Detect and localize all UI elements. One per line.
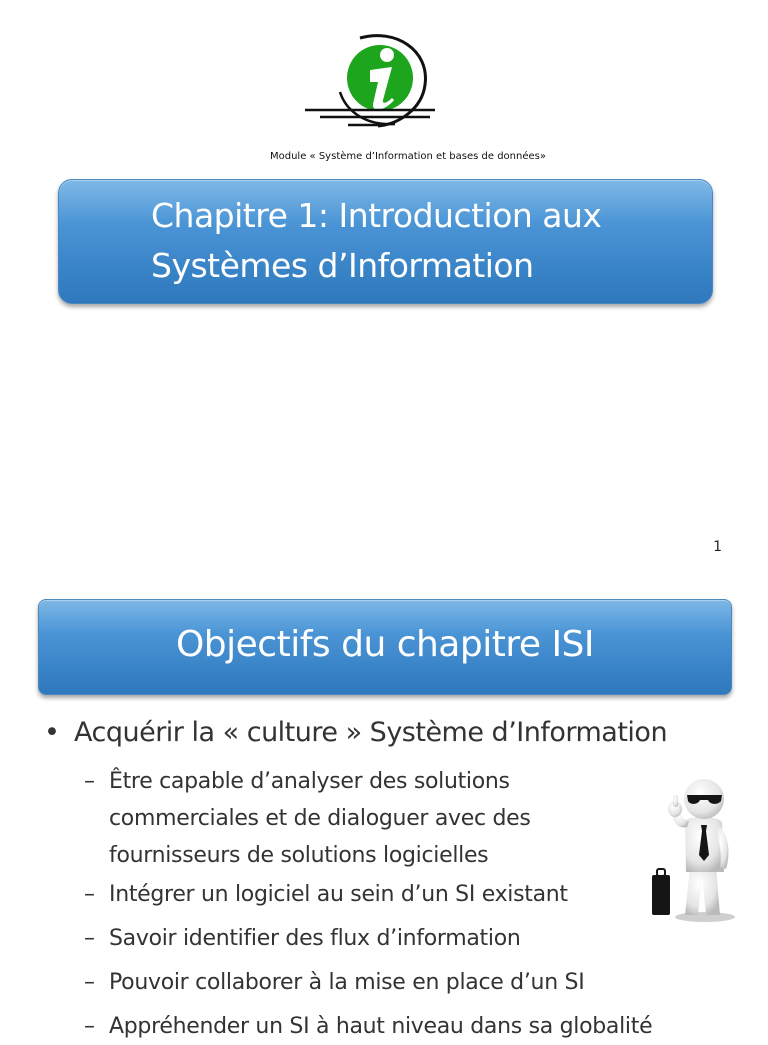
info-logo-icon (300, 30, 440, 134)
slide-2 (0, 575, 768, 1039)
chapter-title-line-2: Systèmes d’Information (151, 246, 534, 285)
sub-item-line: Appréhender un SI à haut niveau dans sa globalité (109, 1014, 653, 1039)
sub-item-line: fournisseurs de solutions logicielles (109, 843, 489, 868)
main-bullet (44, 717, 667, 748)
sub-item-line: Intégrer un logiciel au sein d’un SI existant (109, 882, 568, 907)
main-bullet-text: Acquérir la « culture » Système d’Information (74, 717, 668, 748)
dash-bullet: – (84, 769, 95, 794)
chapter-title-line-1: Chapitre 1: Introduction aux (151, 196, 602, 235)
sub-item (84, 1008, 652, 1045)
dash-bullet: – (84, 1014, 95, 1039)
businessman-thumbs-up-icon (640, 767, 740, 927)
sub-item (84, 964, 584, 1001)
sub-item (84, 920, 521, 957)
module-caption: Module « Système d’Information et bases de données» (270, 151, 546, 162)
page-number: 1 (713, 539, 722, 555)
dash-bullet: – (84, 882, 95, 907)
sub-item-line: Pouvoir collaborer à la mise en place d’un SI (109, 970, 585, 995)
sub-item (84, 763, 531, 874)
dash-bullet: – (84, 970, 95, 995)
dash-bullet: – (84, 926, 95, 951)
sub-item-line: Savoir identifier des flux d’information (109, 926, 521, 951)
objectives-title-box (38, 599, 732, 695)
sub-item-line: Être capable d’analyser des solutions (109, 769, 510, 794)
bullet-icon: • (44, 717, 60, 748)
sub-item (84, 876, 568, 913)
sub-item-line: commerciales et de dialoguer avec des (109, 806, 531, 831)
objectives-title: Objectifs du chapitre ISI (175, 624, 595, 665)
chapter-title-box (58, 179, 713, 304)
